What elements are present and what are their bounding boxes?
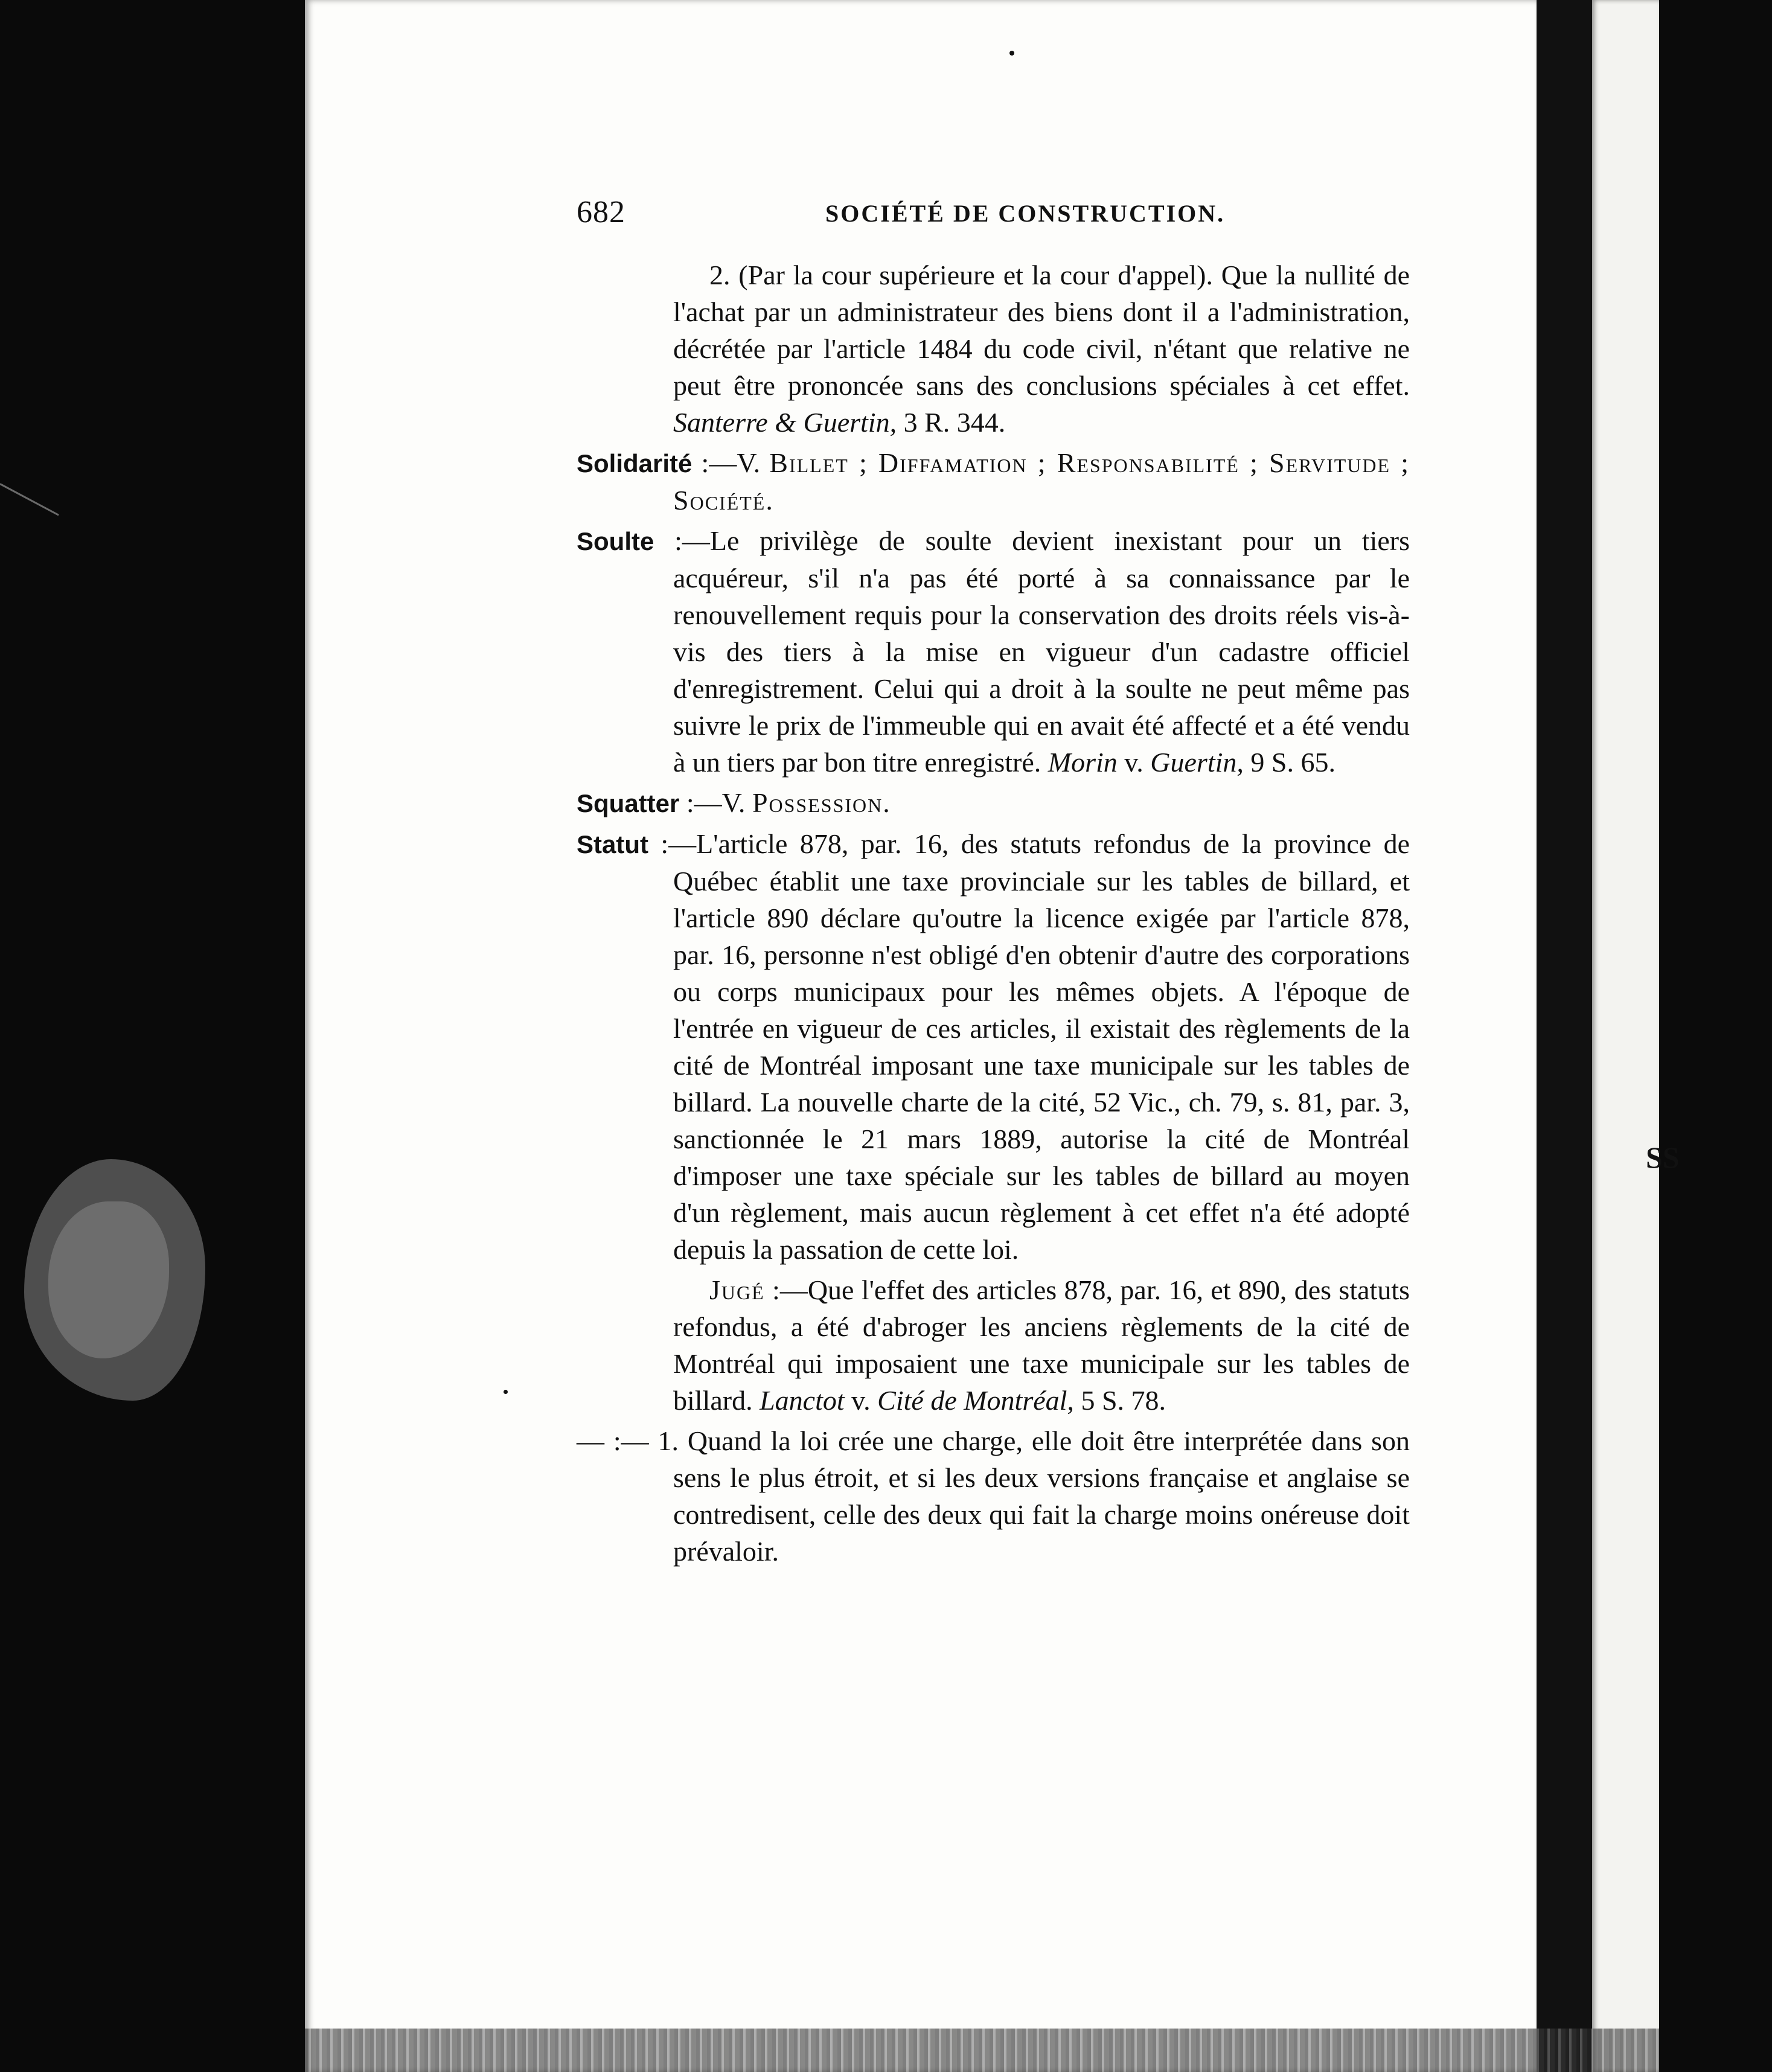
cross-references: Billet ; Diffamation ; Responsabilité ; Servitude ; Société. [673,447,1410,516]
citation-party-b: Guertin, [1150,747,1244,778]
citation-versus: v. [844,1385,878,1416]
citation-party-b: Cité de Montréal, [877,1385,1074,1416]
page-number: 682 [577,195,625,229]
paragraph-text: 2. (Par la cour supérieure et la cour d'appel). Que la nullité de l'achat par un administrateur des biens dont il a l'administration, décrétée par l'article 1484 du code civil, n'étant que relative ne peut être prononcée sans des conclusions spéciales à cet effet. [673,260,1410,401]
scan-bottom-noise [305,2029,1659,2072]
entry-statut [577,825,1410,1268]
headword: Squatter [577,789,680,817]
citation-party-a: Lanctot [760,1385,845,1416]
citation-party-a: Morin [1048,747,1118,778]
ruling-label: Jugé [709,1274,765,1305]
entry-separator: :—V. [692,447,770,478]
speck [1009,51,1014,56]
citation: Santerre & Guertin, [673,407,897,438]
entry-solidarite [577,444,1410,519]
next-page-letters: SS [1646,1140,1680,1174]
headword: Statut [577,830,648,859]
citation-versus: v. [1117,747,1151,778]
citation-ref: 9 S. 65. [1243,747,1335,778]
entry-text: 1. Quand la loi crée une charge, elle doit être interprétée dans son sens le plus étroit, et si les deux versions française et anglaise se contredisent, celle des deux qui fait la charge moins onéreuse doit prévaloir. [657,1425,1410,1567]
running-head: SOCIÉTÉ DE CONSTRUCTION. [825,200,1226,227]
entry-text: :—L'article 878, par. 16, des statuts refondus de la province de Québec établit une taxe provinciale sur les tables de billard, et l'article 890 déclare qu'outre la licence exigée par l'article 878, par. 16, personne n'est obligé d'en obtenir d'autre des corporations ou corps municipaux pour les mêmes objets. A l'époque de l'entrée en vigueur de ces articles, il existait des règlements de la cité de Montréal imposant une taxe municipale sur les tables de billard. La nouvelle charte de la cité, 52 Vic., ch. 79, s. 81, par. 3, sanctionnée le 21 mars 1889, autorise la cité de Montréal d'imposer une taxe spéciale sur les tables de billard au moyen d'un règlement, mais aucun règlement à cet effet n'a été adopté depuis la passation de cette loi. [648,828,1410,1265]
entry-text: :—Le privilège de soulte devient inexistant pour un tiers acquéreur, s'il n'a pas été porté à sa connaissance par le renouvellement requis pour la conservation des droits réels vis-à-vis des tiers à la mise en vigueur d'un cadastre officiel d'enregistrement. Celui qui a droit à la soulte ne peut même pas suivre le prix de l'immeuble qui en avait été affecté et a été vendu à un tiers par bon titre enregistré. [654,525,1410,778]
entry-dash [577,1422,1410,1570]
entry-soulte [577,522,1410,781]
ruling-text: :—Que l'effet des articles 878, par. 16, et 890, des statuts refondus, a été d'abroger les anciens règlements de la cité de Montréal qui imposaient une taxe municipale sur les tables de billard. [673,1274,1410,1416]
ruling-juge [673,1271,1410,1419]
entry-separator: :—V. [679,787,752,818]
page-gutter [1537,0,1592,2072]
headword: Soulte [577,527,654,555]
speck [504,1390,508,1394]
entry-squatter [577,784,1410,822]
citation-ref: 3 R. 344. [903,407,1006,438]
paragraph-continued [673,257,1410,441]
cross-reference: Possession. [752,787,891,818]
dash-lead: — :— [577,1425,658,1456]
page-body [577,257,1410,1573]
headword: Solidarité [577,449,692,478]
page-header [577,194,1772,237]
citation-ref: 5 S. 78. [1073,1385,1166,1416]
scan-left-margin [0,0,305,2072]
